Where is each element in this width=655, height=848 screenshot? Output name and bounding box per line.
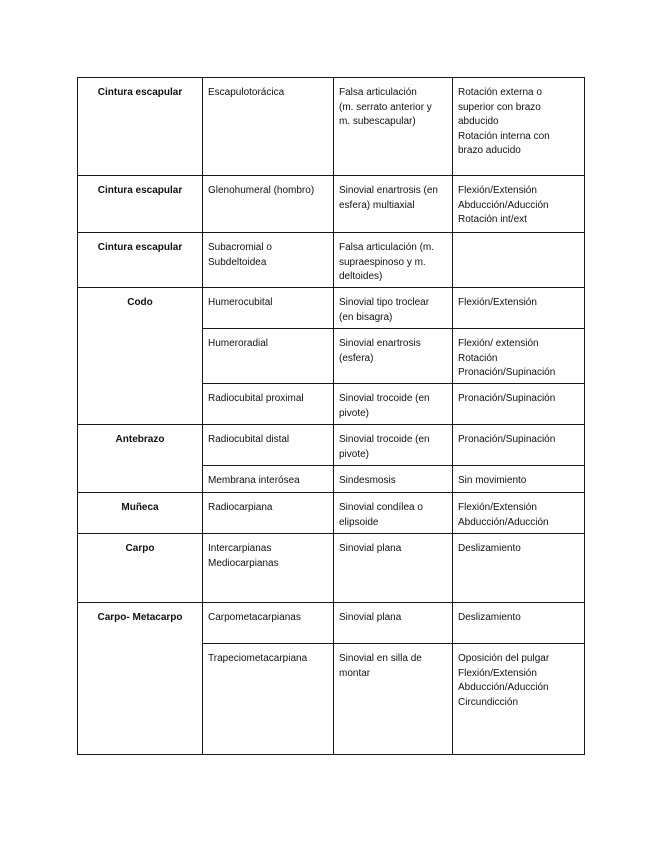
joint-cell: Trapeciometacarpiana: [203, 644, 334, 755]
joint-cell: Radiocubital distal: [203, 425, 334, 466]
type-cell: Sinovial enartrosis (esfera): [334, 329, 453, 384]
region-cell: Carpo- Metacarpo: [78, 603, 203, 755]
joint-cell: Escapulotorácica: [203, 78, 334, 176]
type-cell: Sinovial plana: [334, 534, 453, 603]
type-cell: Sinovial trocoide (en pivote): [334, 384, 453, 425]
joint-cell: Humerocubital: [203, 288, 334, 329]
movement-cell: Oposición del pulgar Flexión/Extensión Abducción/Aducción Circundicción: [453, 644, 585, 755]
table-row: [78, 233, 585, 288]
table-row: [78, 78, 585, 176]
joint-cell: Membrana interósea: [203, 466, 334, 493]
movement-cell: Flexión/Extensión Abducción/Aducción Rotación int/ext: [453, 176, 585, 233]
type-cell: Falsa articulación (m. supraespinoso y m. deltoides): [334, 233, 453, 288]
type-cell: Sinovial plana: [334, 603, 453, 644]
table-row: [78, 425, 585, 466]
region-cell: Cintura escapular: [78, 176, 203, 233]
region-cell: Cintura escapular: [78, 78, 203, 176]
type-cell: Falsa articulación (m. serrato anterior y m. subescapular): [334, 78, 453, 176]
region-cell: Codo: [78, 288, 203, 425]
movement-cell: Pronación/Supinación: [453, 425, 585, 466]
type-cell: Sinovial trocoide (en pivote): [334, 425, 453, 466]
movement-cell: Deslizamiento: [453, 603, 585, 644]
type-cell: Sinovial en silla de montar: [334, 644, 453, 755]
type-cell: Sindesmosis: [334, 466, 453, 493]
joint-cell: Radiocubital proximal: [203, 384, 334, 425]
type-cell: Sinovial enartrosis (en esfera) multiaxial: [334, 176, 453, 233]
movement-cell: Rotación externa o superior con brazo abducido Rotación interna con brazo aducido: [453, 78, 585, 176]
movement-cell: Flexión/Extensión Abducción/Aducción: [453, 493, 585, 534]
movement-cell: Sin movimiento: [453, 466, 585, 493]
movement-cell: Flexión/ extensión Rotación Pronación/Supinación: [453, 329, 585, 384]
region-cell: Muñeca: [78, 493, 203, 534]
joint-cell: Intercarpianas Mediocarpianas: [203, 534, 334, 603]
table-row: [78, 288, 585, 329]
table-row: [78, 534, 585, 603]
table-row: [78, 176, 585, 233]
region-cell: Carpo: [78, 534, 203, 603]
joint-cell: Carpometacarpianas: [203, 603, 334, 644]
region-cell: Cintura escapular: [78, 233, 203, 288]
joint-cell: Humeroradial: [203, 329, 334, 384]
joint-cell: Glenohumeral (hombro): [203, 176, 334, 233]
movement-cell: Flexión/Extensión: [453, 288, 585, 329]
joint-cell: Radiocarpiana: [203, 493, 334, 534]
joint-cell: Subacromial o Subdeltoidea: [203, 233, 334, 288]
movement-cell: [453, 233, 585, 288]
region-cell: Antebrazo: [78, 425, 203, 493]
table-row: [78, 493, 585, 534]
joints-table: [77, 77, 585, 755]
type-cell: Sinovial condílea o elipsoide: [334, 493, 453, 534]
movement-cell: Deslizamiento: [453, 534, 585, 603]
table-row: [78, 603, 585, 644]
type-cell: Sinovial tipo troclear (en bisagra): [334, 288, 453, 329]
movement-cell: Pronación/Supinación: [453, 384, 585, 425]
